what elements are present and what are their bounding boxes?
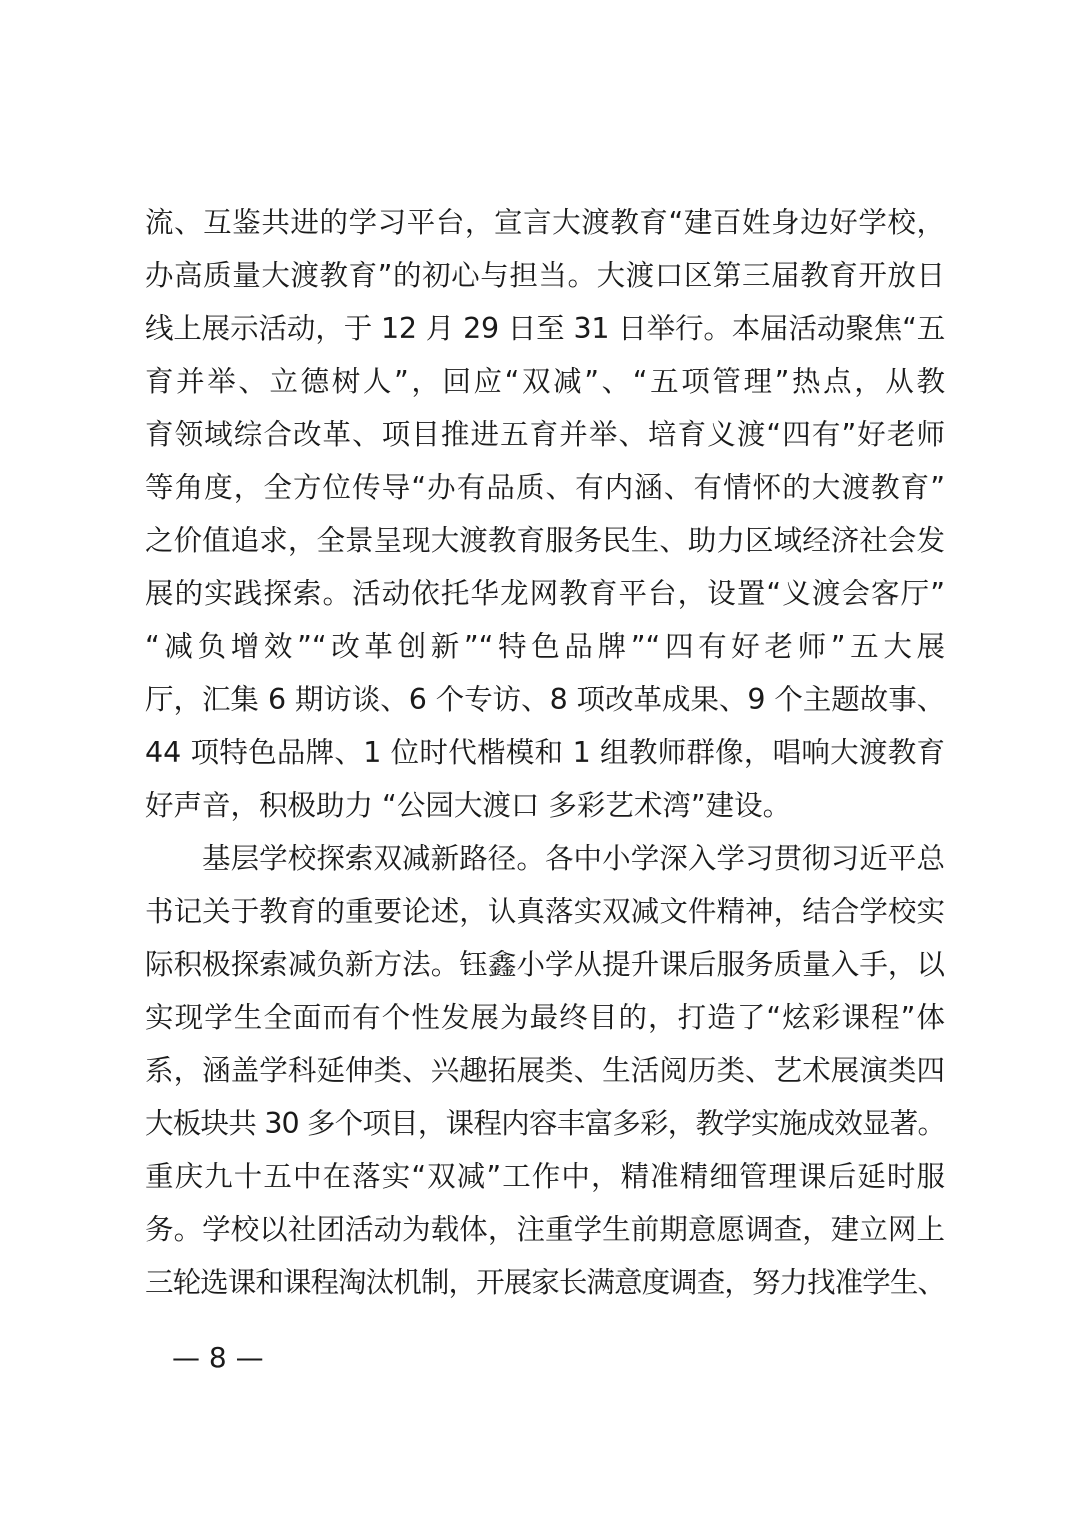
text-line: 展的实践探索。活动依托华龙网教育平台，设置“义渡会客厅” (145, 577, 945, 610)
text-line: 流、互鉴共进的学习平台，宣言大渡教育“建百姓身边好学校， (145, 206, 945, 239)
text-line: 际积极探索减负新方法。钰鑫小学从提升课后服务质量入手，以 (145, 948, 945, 981)
text-line: 等角度，全方位传导“办有品质、有内涵、有情怀的大渡教育” (145, 471, 945, 504)
text-line: 厅，汇集 6 期访谈、6 个专访、8 项改革成果、9 个主题故事、 (145, 683, 945, 716)
text-line: 三轮选课和课程淘汰机制，开展家长满意度调查，努力找准学生、 (145, 1266, 945, 1299)
text-line: 系，涵盖学科延伸类、兴趣拓展类、生活阅历类、艺术展演类四 (145, 1054, 945, 1087)
text-line: “减负增效”“改革创新”“特色品牌”“四有好老师”五大展 (145, 630, 945, 663)
text-line: 之价值追求，全景呈现大渡教育服务民生、助力区域经济社会发 (145, 524, 945, 557)
paragraph-open-day (145, 196, 945, 832)
text-line: 好声音，积极助力 “公园大渡口 多彩艺术湾”建设。 (145, 789, 792, 822)
text-line: 线上展示活动，于 12 月 29 日至 31 日举行。本届活动聚焦“五 (145, 312, 945, 345)
paragraph-double-reduction (145, 832, 945, 1309)
text-line: 育领域综合改革、项目推进五育并举、培育义渡“四有”好老师 (145, 418, 945, 451)
text-line: 育并举、立德树人”，回应“双减”、“五项管理”热点，从教 (145, 365, 945, 398)
text-line: 实现学生全面而有个性发展为最终目的，打造了“炫彩课程”体 (145, 1001, 945, 1034)
text-line: 书记关于教育的重要论述，认真落实双减文件精神，结合学校实 (145, 895, 945, 928)
text-line: 务。学校以社团活动为载体，注重学生前期意愿调查，建立网上 (145, 1213, 945, 1246)
text-line-first (145, 832, 945, 885)
body-text (145, 196, 945, 1309)
text-line: 大板块共 30 多个项目，课程内容丰富多彩，教学实施成效显著。 (145, 1107, 945, 1140)
text-line: 重庆九十五中在落实“双减”工作中，精准精细管理课后延时服 (145, 1160, 945, 1193)
text-line: 办高质量大渡教育”的初心与担当。大渡口区第三届教育开放日 (145, 259, 945, 292)
text-run: 各中小学深入学习贯彻习近平总 (544, 842, 945, 875)
text-line: 44 项特色品牌、1 位时代楷模和 1 组教师群像，唱响大渡教育 (145, 736, 945, 769)
page-number: — 8 — (172, 1341, 264, 1374)
paragraph-heading: 基层学校探索双减新路径。 (202, 842, 545, 875)
